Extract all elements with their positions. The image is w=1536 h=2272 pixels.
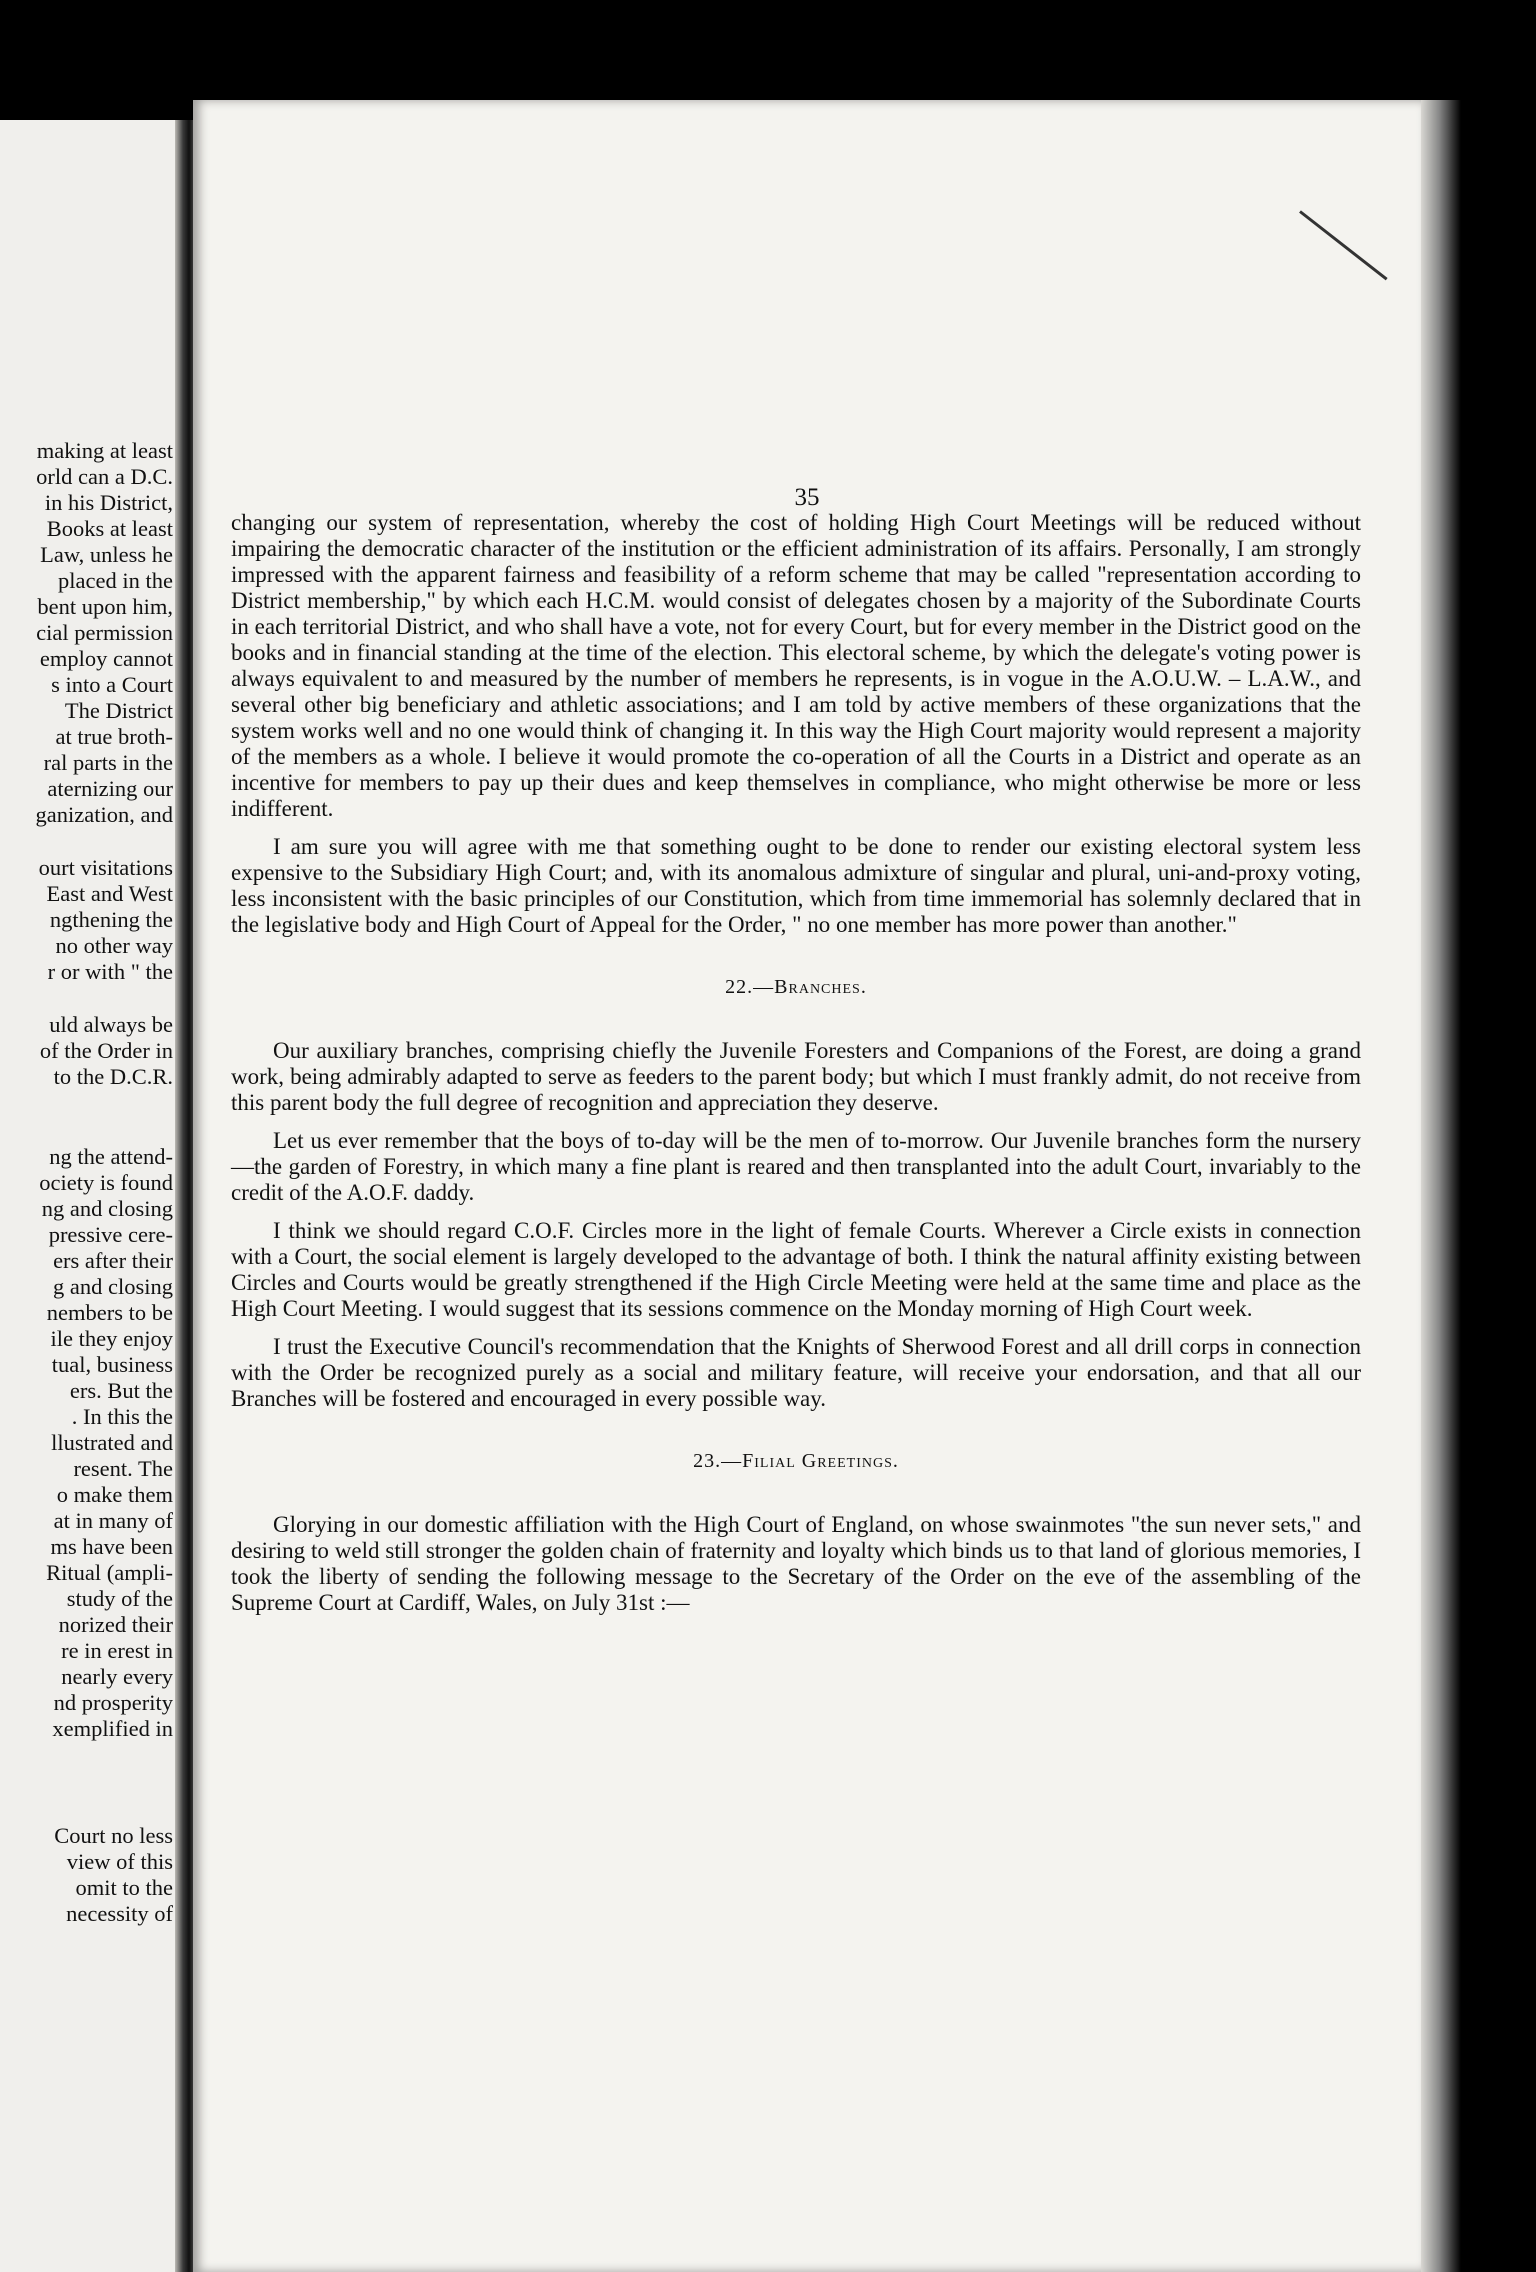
previous-page-line: necessity of: [66, 1901, 173, 1926]
section-number: 22.—: [725, 976, 775, 998]
previous-page-line: ral parts in the: [43, 750, 173, 775]
main-page: [193, 100, 1421, 2272]
previous-page-line: pressive cere-: [48, 1222, 173, 1247]
previous-page-line: study of the: [66, 1586, 173, 1611]
previous-page-line: East and West: [46, 881, 173, 906]
line-gap: [0, 1117, 173, 1144]
previous-page-line: ngthening the: [49, 907, 173, 932]
section-title: Filial Greetings.: [742, 1450, 899, 1472]
previous-page-line: making at least: [36, 438, 173, 463]
previous-page-fragment: [0, 120, 183, 2272]
previous-page-line: llustrated and: [51, 1430, 173, 1455]
previous-page-line: in his District,: [44, 490, 173, 515]
paragraph-cof-circles: I think we should regard C.O.F. Circles more in the light of female Courts. Wherever a Circle exists in connection with a Court, the social element is largely developed to the advantage of both. I think the natural affinity existing between Circles and Courts would be greatly strengthened if the High Circle Meeting were held at the same time and place as the High Court Meeting. I would suggest that its sessions commence on the Monday morning of High Court week.: [231, 1218, 1361, 1321]
previous-page-line: ers after their: [53, 1248, 173, 1273]
previous-page-line: r or with " the: [47, 959, 173, 984]
page-body: [231, 510, 1361, 1616]
line-gap: [0, 985, 173, 1012]
previous-page-line: Law, unless he: [40, 542, 173, 567]
section-heading-branches: [231, 974, 1361, 1000]
previous-page-line: Ritual (ampli-: [46, 1560, 173, 1585]
paragraph-electoral-system: I am sure you will agree with me that something ought to be done to render our existing electoral system less expensive to the Subsidiary High Court; and, with its anomalous admixture of singular and plural, uni-and-proxy voting, less inconsistent with the basic principles of our Constitution, which from time immemorial has solemnly declared that in the legislative body and High Court of Appeal for the Order, " no one member has more power than another.": [231, 834, 1361, 937]
paragraph-boys-of-today: Let us ever remember that the boys of to-day will be the men of to-morrow. Our Juvenile branches form the nursery—the garden of Forestry, in which many a fine plant is reared and then transplanted into the adult Court, invariably to the credit of the A.O.F. daddy.: [231, 1128, 1361, 1205]
previous-page-line: Court no less: [54, 1823, 173, 1848]
previous-page-line: Books at least: [46, 516, 173, 541]
previous-page-line: re in erest in: [61, 1638, 173, 1663]
previous-page-line: nembers to be: [46, 1300, 173, 1325]
previous-page-line: ers. But the: [69, 1378, 173, 1403]
page-number: 35: [794, 484, 820, 511]
previous-page-line: ganization, and: [35, 802, 173, 827]
previous-page-line: s into a Court: [51, 672, 173, 697]
previous-page-line: ile they enjoy: [50, 1326, 173, 1351]
line-gap: [0, 1769, 173, 1796]
previous-page-line: nd prosperity: [53, 1690, 173, 1715]
previous-page-line: . In this the: [71, 1404, 173, 1429]
previous-page-line: placed in the: [58, 568, 173, 593]
paragraph-auxiliary-branches: Our auxiliary branches, comprising chiefly the Juvenile Foresters and Companions of the Forest, are doing a grand work, being admirably adapted to serve as feeders to the parent body; but which I must frankly admit, do not receive from this parent body the full degree of recognition and appreciation they deserve.: [231, 1038, 1361, 1115]
line-gap: [0, 1796, 173, 1823]
previous-page-line: ourt visitations: [38, 855, 173, 880]
previous-page-line: o make them: [56, 1482, 173, 1507]
line-gap: [0, 1742, 173, 1769]
section-heading-filial-greetings: [231, 1448, 1361, 1474]
previous-page-line: ms have been: [50, 1534, 173, 1559]
previous-page-line: g and closing: [53, 1274, 173, 1299]
previous-page-line: cial permission: [36, 620, 173, 645]
previous-page-text-column: [0, 438, 173, 1927]
previous-page-line: aternizing our: [47, 776, 173, 801]
previous-page-line: norized their: [58, 1612, 173, 1637]
paragraph-filial-greetings: Glorying in our domestic affiliation with the High Court of England, on whose swainmotes "the sun never sets," and desiring to weld still stronger the golden chain of fraternity and loyalty which binds us to that land of glorious memories, I took the liberty of sending the following message to the Secretary of the Order on the eve of the assembling of the Supreme Court at Cardiff, Wales, on July 31st :—: [231, 1512, 1361, 1615]
previous-page-line: at true broth-: [55, 724, 173, 749]
previous-page-line: omit to the: [75, 1875, 173, 1900]
previous-page-line: bent upon him,: [37, 594, 173, 619]
previous-page-line: xemplified in: [52, 1716, 173, 1741]
page-edge-shadow: [1421, 100, 1461, 2272]
previous-page-line: employ cannot: [39, 646, 173, 671]
previous-page-line: at in many of: [53, 1508, 173, 1533]
previous-page-line: ng the attend-: [49, 1144, 173, 1169]
book-gutter: [175, 120, 195, 2272]
previous-page-line: ng and closing: [41, 1196, 173, 1221]
previous-page-line: view of this: [66, 1849, 173, 1874]
previous-page-line: of the Order in: [39, 1038, 173, 1063]
paragraph-knights-of-sherwood: I trust the Executive Council's recommendation that the Knights of Sherwood Forest and all drill corps in connection with the Order be recognized purely as a social and military feature, will receive your endorsation, and that all our Branches will be fostered and encouraged in every possible way.: [231, 1334, 1361, 1411]
previous-page-line: uld always be: [49, 1012, 173, 1037]
previous-page-line: orld can a D.C.: [36, 464, 173, 489]
line-gap: [0, 828, 173, 855]
previous-page-line: The District: [64, 698, 173, 723]
previous-page-line: to the D.C.R.: [53, 1064, 173, 1089]
previous-page-line: ociety is found: [39, 1170, 173, 1195]
paragraph-representation: changing our system of representation, whereby the cost of holding High Court Meetings will be reduced without impairing the democratic character of the institution or the efficient administration of its affairs. Personally, I am strongly impressed with the apparent fairness and feasibility of a reform scheme that may be called "representation according to District membership," by which each H.C.M. would consist of delegates chosen by a majority of the Subordinate Courts in each territorial District, and who shall have a vote, not for every Court, but for every member in the District good on the books and in financial standing at the time of the election. This electoral scheme, by which the delegate's voting power is always equivalent to and measured by the number of members he represents, is in vogue in the A.O.U.W. – L.A.W., and several other big beneficiary and athletic associations; and I am told by active members of these organizations that the system works well and no one would think of changing it. In this way the High Court majority would represent a majority of the members as a whole. I believe it would promote the co-operation of all the Courts in a District and operate as an incentive for members to pay up their dues and keep themselves in compliance, who might otherwise be more or less indifferent.: [231, 510, 1361, 821]
previous-page-line: nearly every: [61, 1664, 173, 1689]
section-number: 23.—: [693, 1450, 743, 1472]
previous-page-line: tual, business: [51, 1352, 173, 1377]
previous-page-line: resent. The: [73, 1456, 173, 1481]
line-gap: [0, 1090, 173, 1117]
previous-page-line: no other way: [55, 933, 173, 958]
section-title: Branches.: [774, 976, 867, 998]
